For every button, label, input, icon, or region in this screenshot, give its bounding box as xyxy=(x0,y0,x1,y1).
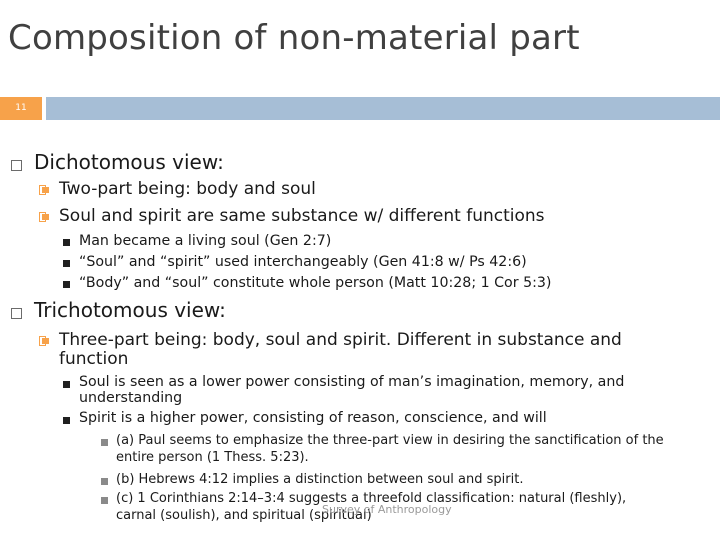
slide-footer: Survey of Anthropology xyxy=(322,503,452,516)
flag-bullet-icon xyxy=(39,212,50,222)
dichotomous-subpoint: “Soul” and “spirit” used interchangeably (Gen 41:8 w/ Ps 42:6) xyxy=(79,254,527,270)
dichotomous-heading: Dichotomous view: xyxy=(34,150,224,174)
square-bullet-icon xyxy=(63,417,70,424)
trichotomous-point-line1: Three-part being: body, soul and spirit. Different in substance and xyxy=(59,330,622,350)
trichotomous-sub1-line1: Soul is seen as a lower power consisting of man’s imagination, memory, and xyxy=(79,374,625,390)
square-bullet-icon xyxy=(63,239,70,246)
square-bullet-icon xyxy=(63,260,70,267)
slide-number: 11 xyxy=(0,97,42,120)
detail-line1: (a) Paul seems to emphasize the three-part view in desiring the sanctification of the xyxy=(116,433,664,448)
dichotomous-subpoint: Man became a living soul (Gen 2:7) xyxy=(79,233,332,249)
detail-line1: (b) Hebrews 4:12 implies a distinction between soul and spirit. xyxy=(116,472,524,487)
flag-bullet-icon xyxy=(39,336,50,346)
square-bullet-icon xyxy=(63,381,70,388)
dichotomous-point: Two-part being: body and soul xyxy=(59,179,316,199)
slide-title: Composition of non-material part xyxy=(8,18,580,58)
checkbox-bullet-icon xyxy=(11,308,22,319)
detail-line2: entire person (1 Thess. 5:23). xyxy=(116,450,309,465)
header-bar-accent xyxy=(46,97,720,120)
square-bullet-icon xyxy=(101,439,108,446)
checkbox-bullet-icon xyxy=(11,160,22,171)
square-bullet-icon xyxy=(63,281,70,288)
detail-line2: carnal (soulish), and spiritual (spiritual) xyxy=(116,508,372,523)
square-bullet-icon xyxy=(101,497,108,504)
dichotomous-subpoint: “Body” and “soul” constitute whole person (Matt 10:28; 1 Cor 5:3) xyxy=(79,275,552,291)
dichotomous-point: Soul and spirit are same substance w/ different functions xyxy=(59,206,545,226)
square-bullet-icon xyxy=(101,478,108,485)
trichotomous-point-line2: function xyxy=(59,349,129,369)
trichotomous-sub2: Spirit is a higher power, consisting of reason, conscience, and will xyxy=(79,410,547,426)
trichotomous-heading: Trichotomous view: xyxy=(34,298,226,322)
flag-bullet-icon xyxy=(39,185,50,195)
slide-header-bar xyxy=(0,97,720,120)
trichotomous-sub1-line2: understanding xyxy=(79,390,183,406)
detail-line1: (c) 1 Corinthians 2:14–3:4 suggests a threefold classification: natural (fleshly), xyxy=(116,491,627,506)
